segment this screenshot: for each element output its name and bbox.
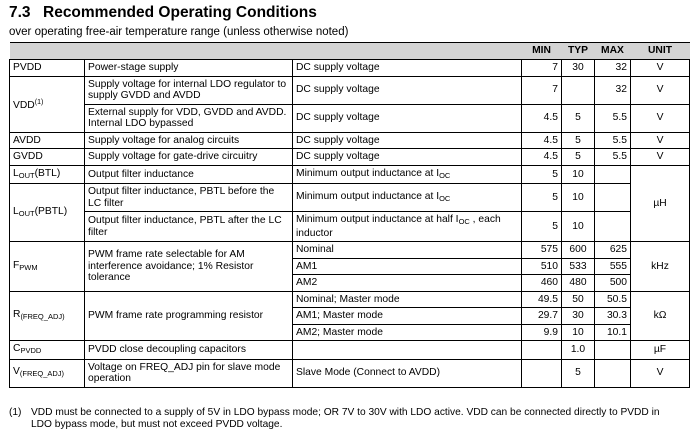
max-cell: 555 — [595, 258, 631, 275]
cond-subscript: OC — [458, 217, 470, 226]
param-cell — [10, 341, 85, 360]
unit-cell: kHz — [631, 242, 690, 292]
footnote-mark: (1) — [9, 407, 22, 418]
max-cell: 32 — [595, 76, 631, 104]
table-row — [10, 76, 690, 104]
param-cell — [10, 165, 85, 184]
desc-cell: PWM frame rate selectable for AM interference avoidance; 1% Resistor tolerance — [85, 242, 293, 292]
unit-cell: V — [631, 60, 690, 77]
min-cell: 510 — [522, 258, 562, 275]
table-row — [10, 184, 690, 212]
min-cell: 7 — [522, 76, 562, 104]
typ-cell: 10 — [562, 212, 595, 242]
cond-cell — [293, 165, 522, 184]
min-cell: 7 — [522, 60, 562, 77]
max-cell: 30.3 — [595, 308, 631, 325]
section-title — [9, 4, 317, 22]
min-cell: 29.7 — [522, 308, 562, 325]
param-cell — [10, 184, 85, 242]
desc-cell: Supply voltage for gate-drive circuitry — [85, 149, 293, 166]
max-cell: 500 — [595, 275, 631, 292]
desc-cell: Output filter inductance, PBTL after the LC filter — [85, 212, 293, 242]
min-cell: 49.5 — [522, 291, 562, 308]
typ-cell: 30 — [562, 308, 595, 325]
cond-cell — [293, 212, 522, 242]
max-cell: 5.5 — [595, 132, 631, 149]
param-cell: AVDD — [10, 132, 85, 149]
max-cell: 625 — [595, 242, 631, 259]
header-min: MIN — [522, 43, 562, 60]
param-cell — [10, 291, 85, 341]
table-row — [10, 149, 690, 166]
cond-cell: DC supply voltage — [293, 76, 522, 104]
typ-cell: 5 — [562, 359, 595, 387]
min-cell — [522, 341, 562, 360]
typ-cell: 30 — [562, 60, 595, 77]
param-main: L — [13, 167, 19, 179]
param-main: R — [13, 309, 21, 320]
cond-cell: AM1; Master mode — [293, 308, 522, 325]
desc-cell: Supply voltage for analog circuits — [85, 132, 293, 149]
typ-cell: 10 — [562, 184, 595, 212]
typ-cell: 533 — [562, 258, 595, 275]
header-description — [85, 43, 293, 60]
operating-conditions-table — [9, 42, 690, 388]
param-suffix: (BTL) — [34, 167, 61, 179]
unit-cell: V — [631, 76, 690, 104]
table-row — [10, 242, 690, 259]
max-cell: 5.5 — [595, 149, 631, 166]
min-cell: 575 — [522, 242, 562, 259]
typ-cell: 600 — [562, 242, 595, 259]
footnote — [9, 407, 685, 431]
param-subscript: PVDD — [20, 346, 42, 355]
cond-cell — [293, 184, 522, 212]
min-cell: 5 — [522, 184, 562, 212]
cond-cell: AM2 — [293, 275, 522, 292]
typ-cell: 50 — [562, 291, 595, 308]
param-name: VDD — [13, 99, 35, 111]
cond-subscript: OC — [439, 193, 451, 203]
param-subscript: (FREQ_ADJ) — [20, 312, 65, 321]
cond-main: Minimum output inductance at half I — [296, 214, 459, 225]
typ-cell: 5 — [562, 104, 595, 132]
desc-cell: PVDD close decoupling capacitors — [85, 341, 293, 360]
min-cell: 5 — [522, 165, 562, 184]
param-cell — [10, 359, 85, 387]
min-cell: 9.9 — [522, 324, 562, 341]
param-cell — [10, 76, 85, 132]
min-cell: 5 — [522, 212, 562, 242]
table-row — [10, 60, 690, 77]
max-cell: 32 — [595, 60, 631, 77]
param-subscript: (FREQ_ADJ) — [19, 369, 65, 379]
header-condition — [293, 43, 522, 60]
param-subscript: OUT — [18, 170, 35, 180]
table-header-row — [10, 43, 690, 60]
table-row — [10, 341, 690, 360]
footnote-ref: (1) — [34, 98, 44, 106]
cond-main: Minimum output inductance at I — [296, 190, 440, 202]
desc-cell: Output filter inductance — [85, 165, 293, 184]
cond-suffix: , each inductor — [296, 214, 501, 239]
param-suffix: (PBTL) — [34, 205, 68, 217]
param-subscript: OUT — [18, 208, 35, 218]
desc-cell: Supply voltage for internal LDO regulator to supply GVDD and AVDD — [85, 76, 293, 104]
min-cell: 460 — [522, 275, 562, 292]
header-parameter — [10, 43, 85, 60]
max-cell — [595, 165, 631, 184]
header-unit: UNIT — [631, 43, 690, 60]
cond-cell: DC supply voltage — [293, 149, 522, 166]
param-main: C — [13, 343, 21, 354]
unit-cell: kΩ — [631, 291, 690, 341]
table-row — [10, 165, 690, 184]
desc-cell: Voltage on FREQ_ADJ pin for slave mode operation — [85, 359, 293, 387]
max-cell — [595, 184, 631, 212]
param-subscript: PWM — [19, 262, 38, 272]
section-title-text: Recommended Operating Conditions — [43, 4, 317, 21]
unit-cell: µF — [631, 341, 690, 360]
max-cell: 5.5 — [595, 104, 631, 132]
unit-cell: V — [631, 359, 690, 387]
typ-cell: 1.0 — [562, 341, 595, 360]
cond-subscript: OC — [439, 170, 451, 180]
desc-cell: Power-stage supply — [85, 60, 293, 77]
unit-cell: V — [631, 149, 690, 166]
max-cell — [595, 359, 631, 387]
header-typ: TYP — [562, 43, 595, 60]
table-row — [10, 291, 690, 308]
cond-main: Minimum output inductance at I — [296, 167, 440, 179]
typ-cell — [562, 76, 595, 104]
footnote-text: VDD must be connected to a supply of 5V in LDO bypass mode; OR 7V to 30V with LDO active. VDD can be connected directly to PVDD in LDO bypass mode, but must not exceed PVDD voltage. — [31, 407, 660, 430]
typ-cell: 5 — [562, 149, 595, 166]
cond-cell — [293, 341, 522, 360]
max-cell — [595, 341, 631, 360]
typ-cell: 480 — [562, 275, 595, 292]
table-row — [10, 212, 690, 242]
table-row — [10, 359, 690, 387]
desc-cell: Output filter inductance, PBTL before the LC filter — [85, 184, 293, 212]
param-main: V — [13, 366, 20, 378]
typ-cell: 10 — [562, 324, 595, 341]
max-cell — [595, 212, 631, 242]
table-row — [10, 104, 690, 132]
param-cell — [10, 242, 85, 292]
table-row — [10, 132, 690, 149]
section-number: 7.3 — [9, 4, 31, 21]
param-cell: GVDD — [10, 149, 85, 166]
cond-cell: AM1 — [293, 258, 522, 275]
desc-cell: PWM frame rate programming resistor — [85, 291, 293, 341]
param-main: F — [13, 259, 20, 271]
table-subtitle: over operating free-air temperature range (unless otherwise noted) — [9, 26, 349, 38]
max-cell: 10.1 — [595, 324, 631, 341]
desc-cell: External supply for VDD, GVDD and AVDD. Internal LDO bypassed — [85, 104, 293, 132]
min-cell: 4.5 — [522, 132, 562, 149]
typ-cell: 5 — [562, 132, 595, 149]
unit-cell: V — [631, 104, 690, 132]
cond-cell: DC supply voltage — [293, 104, 522, 132]
cond-cell: AM2; Master mode — [293, 324, 522, 341]
min-cell: 4.5 — [522, 149, 562, 166]
cond-cell: DC supply voltage — [293, 60, 522, 77]
max-cell: 50.5 — [595, 291, 631, 308]
param-main: L — [13, 205, 19, 217]
min-cell: 4.5 — [522, 104, 562, 132]
unit-cell: V — [631, 132, 690, 149]
header-max: MAX — [595, 43, 631, 60]
cond-cell: Nominal; Master mode — [293, 291, 522, 308]
cond-cell: DC supply voltage — [293, 132, 522, 149]
typ-cell: 10 — [562, 165, 595, 184]
unit-cell: µH — [631, 165, 690, 242]
cond-cell: Nominal — [293, 242, 522, 259]
param-cell: PVDD — [10, 60, 85, 77]
cond-cell: Slave Mode (Connect to AVDD) — [293, 359, 522, 387]
min-cell — [522, 359, 562, 387]
